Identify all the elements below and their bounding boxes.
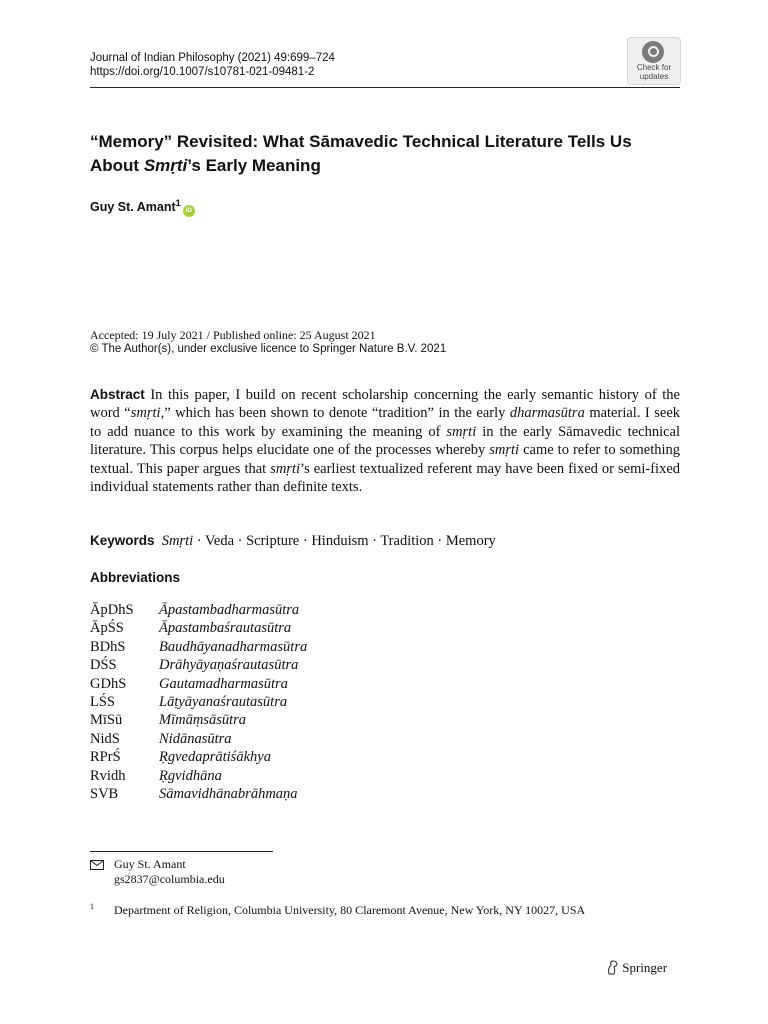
abbreviation-code: MīSū [90, 712, 123, 729]
header-divider [90, 87, 680, 88]
abbreviation-code: NidS [90, 730, 120, 747]
abstract-text-2: ,” which has been shown to denote “tradition” in the early [160, 405, 510, 422]
abbreviation-code: GDhS [90, 675, 127, 692]
badge-line-2: updates [639, 72, 669, 81]
footnote-mark: 1 [90, 902, 94, 911]
footnote-divider [90, 851, 273, 852]
publisher-name: Springer [622, 960, 668, 975]
abstract-italic-2: dharmasūtra [509, 405, 585, 422]
title-part-3: ’s Early Meaning [187, 156, 321, 175]
abbreviation-row [90, 693, 307, 711]
abbreviation-expansion: Drāhyāyaṇaśrautasūtra [159, 657, 299, 674]
abbreviation-row [90, 656, 307, 674]
abstract-label: Abstract [90, 387, 145, 402]
title-italic: Smṛti [143, 156, 188, 175]
abbreviation-row [90, 619, 307, 637]
abbreviation-expansion: Sāmavidhānabrāhmaṇa [159, 785, 298, 802]
abbreviation-expansion: Gautamadharmasūtra [159, 675, 288, 692]
abbreviation-code: Rvidh [90, 767, 126, 784]
abstract-text-1: In this paper, I build on recent scholarship concerning the early semantic history of the word “ [90, 387, 680, 422]
abstract-italic-3: smṛti [446, 423, 477, 440]
copyright-notice: © The Author(s), under exclusive licence to Springer Nature B.V. 2021 [90, 343, 447, 355]
abbreviation-code: RPrŚ [90, 749, 121, 766]
abbreviation-code: SVB [90, 785, 119, 802]
springer-horse-icon [606, 960, 619, 975]
abbreviation-row [90, 711, 307, 729]
abstract-text-4: in the early Sāmavedic technical literature. This corpus helps elucidate one of the processes whereby [90, 423, 680, 459]
contact-email[interactable]: gs2837@columbia.edu [114, 872, 225, 886]
keyword-first: Smṛti [161, 533, 194, 549]
contact-name: Guy St. Amant [114, 857, 186, 871]
doi-link[interactable]: https://doi.org/10.1007/s10781-021-09481-2 [90, 66, 315, 78]
keywords-label: Keywords [90, 533, 155, 548]
abbreviation-expansion: Mīmāṃsāsūtra [159, 712, 247, 729]
abbreviation-code: DŚS [90, 657, 117, 674]
abbreviations-list [90, 601, 307, 803]
abbreviation-row [90, 730, 307, 748]
abbreviation-row [90, 638, 307, 656]
abbreviation-expansion: Ṛgvidhāna [159, 767, 222, 784]
check-for-updates-icon[interactable] [627, 37, 681, 85]
orcid-icon[interactable]: iD [183, 205, 195, 217]
abbreviations-heading: Abbreviations [90, 570, 181, 585]
abstract-italic-1: smṛti [130, 405, 161, 422]
envelope-icon [90, 860, 104, 870]
abbreviation-expansion: Āpastambaśrautasūtra [159, 620, 292, 637]
publication-dates: Accepted: 19 July 2021 / Published online: 25 August 2021 [90, 328, 376, 342]
badge-line-1: Check for [636, 63, 672, 72]
abbreviation-row [90, 675, 307, 693]
abbreviation-expansion: Āpastambadharmasūtra [159, 602, 300, 618]
abbreviation-row [90, 748, 307, 766]
keywords-list: · Veda · Scripture · Hinduism · Tradition · Memory [193, 533, 496, 549]
author-line [90, 198, 195, 217]
abbreviation-expansion: Lāṭyāyanaśrautasūtra [159, 693, 288, 710]
article-title [90, 130, 670, 178]
abbreviation-row [90, 601, 307, 619]
abstract-text-3: material. I seek to add nuance to this work by examining the meaning of [90, 405, 681, 440]
abstract-text-5: came to refer to something textual. This paper argues that [90, 442, 680, 477]
abstract-text-6: ’s earliest textualized referent may have been fixed or semi-fixed individual statements rather than definite texts. [90, 460, 680, 496]
abbreviation-code: BDhS [90, 638, 126, 655]
abstract-italic-5: smṛti [270, 460, 301, 477]
author-name[interactable]: Guy St. Amant [90, 200, 176, 215]
check-for-updates-label [628, 63, 680, 81]
abbreviation-row [90, 785, 307, 803]
title-part-1: “Memory” Revisited: What Sāmavedic Technical Literature Tells Us About [90, 132, 632, 175]
keywords [90, 533, 496, 550]
abstract [90, 386, 680, 496]
abbreviation-expansion: Nidānasūtra [159, 730, 232, 747]
abbreviation-code: ĀpŚS [90, 620, 124, 637]
journal-citation: Journal of Indian Philosophy (2021) 49:699–724 [90, 52, 335, 64]
abbreviation-expansion: Ṛgvedaprātiśākhya [159, 749, 271, 766]
crossmark-circle [642, 41, 664, 63]
abstract-italic-4: smṛti [489, 442, 520, 459]
author-affiliation-mark: 1 [175, 198, 181, 208]
abbreviation-row [90, 767, 307, 785]
author-affiliation: Department of Religion, Columbia University, 80 Claremont Avenue, New York, NY 10027, USA [114, 903, 586, 917]
abbreviation-code: LŚS [90, 693, 115, 710]
publisher-footer [606, 960, 667, 976]
abbreviation-expansion: Baudhāyanadharmasūtra [159, 638, 308, 655]
abbreviation-code: ĀpDhS [90, 602, 134, 618]
